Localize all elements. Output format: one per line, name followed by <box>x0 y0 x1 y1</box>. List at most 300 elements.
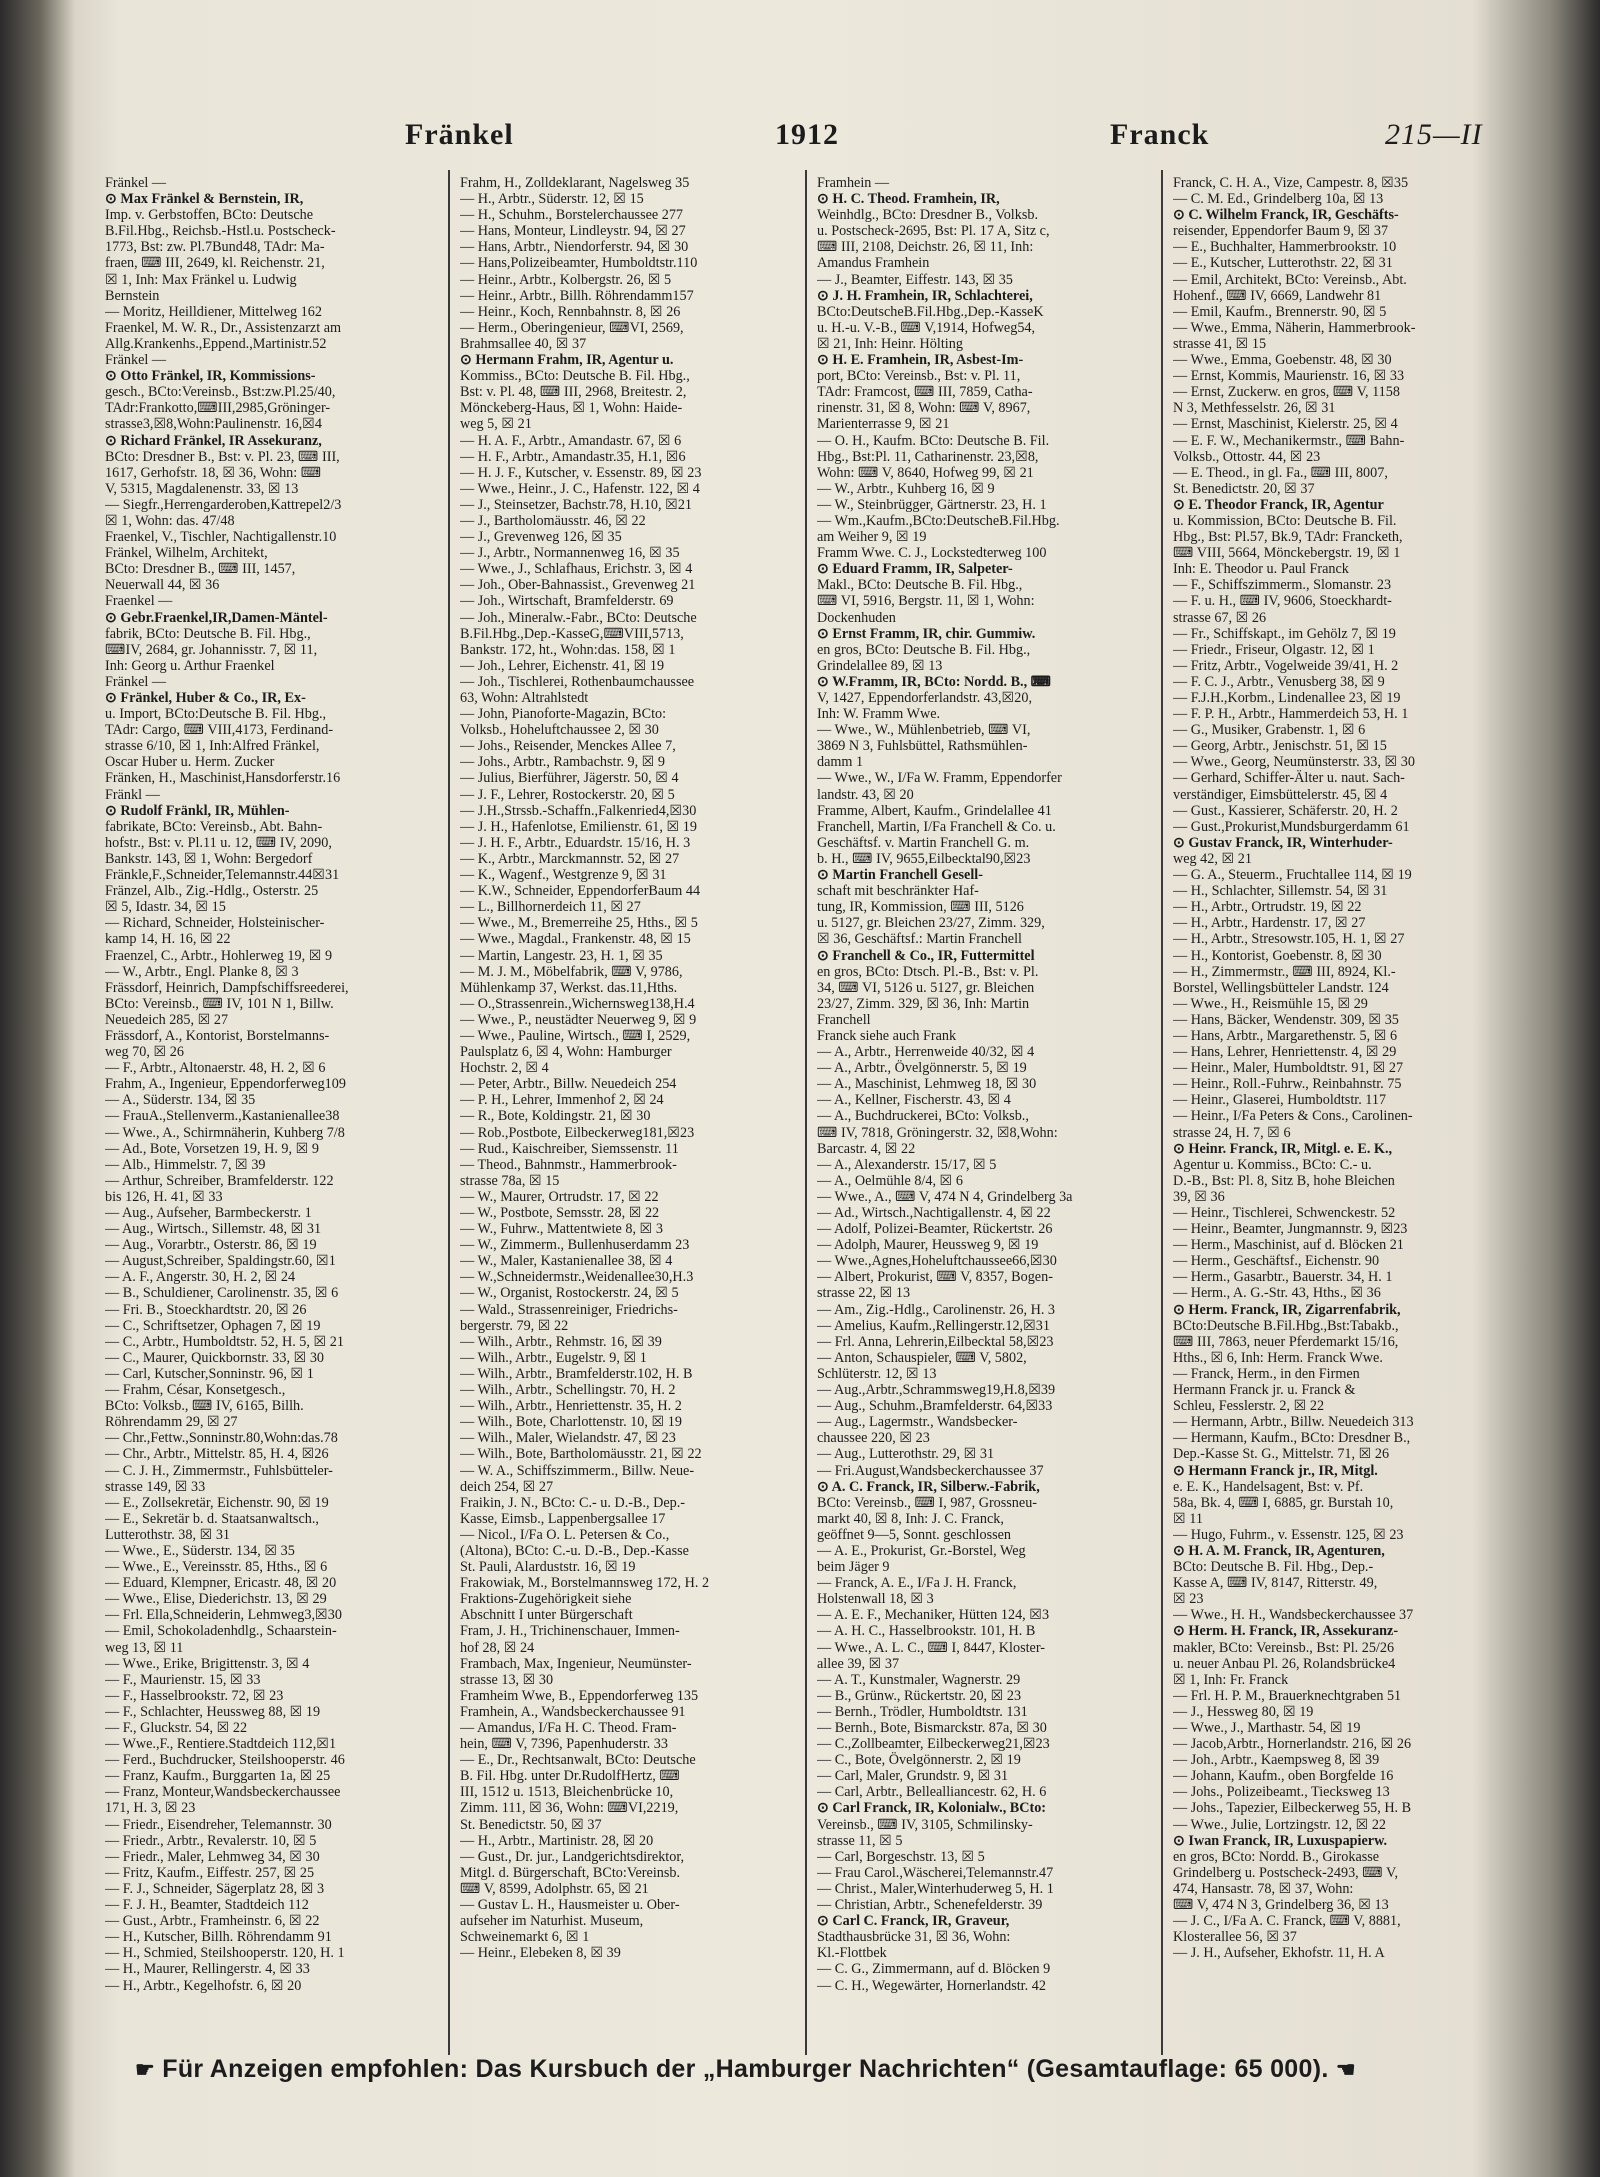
directory-line: weg 13, ☒ 11 <box>105 1639 184 1656</box>
directory-line: — G., Musiker, Grabenstr. 1, ☒ 6 <box>1173 722 1366 739</box>
directory-line: — W. A., Schiffszimmerm., Billw. Neue- <box>460 1462 695 1479</box>
directory-line: — C. J. H., Zimmermstr., Fuhlsbütteler- <box>105 1462 333 1479</box>
directory-line: 39, ☒ 36 <box>1173 1188 1225 1205</box>
directory-line: schaft mit beschränkter Haf- <box>817 883 979 900</box>
directory-line: Fränkel — <box>105 352 167 369</box>
directory-line: Frahm, H., Zolldeklarant, Nagelsweg 35 <box>460 175 690 191</box>
directory-line: — J. H. F., Arbtr., Eduardstr. 15/16, H. 3 <box>460 834 691 851</box>
directory-line: — Wilh., Arbtr., Eugelstr. 9, ☒ 1 <box>460 1349 647 1366</box>
directory-line: 1773, Bst: zw. Pl.7Bund48, TAdr: Ma- <box>105 239 325 256</box>
directory-line: — Wwe., A., Schirmnäherin, Kuhberg 7/8 <box>105 1124 345 1141</box>
pointing-hand-right-icon: ☚ <box>1335 2057 1356 2082</box>
directory-line: B.Fil.Hbg.,Dep.-KasseG,⌨VIII,5713, <box>460 625 684 642</box>
directory-line: Kommiss., BCto: Deutsche B. Fil. Hbg., <box>460 368 690 385</box>
directory-line: — H., Schlachter, Sillemstr. 54, ☒ 31 <box>1173 883 1388 900</box>
directory-line: — Julius, Bierführer, Jägerstr. 50, ☒ 4 <box>460 770 679 787</box>
directory-line: Frahm, A., Ingenieur, Eppendorferweg109 <box>105 1076 346 1093</box>
directory-line: makler, BCto: Vereinsb., Bst: Pl. 25/26 <box>1173 1639 1395 1656</box>
directory-line: — K., Arbtr., Marckmannstr. 52, ☒ 27 <box>460 850 680 867</box>
directory-line: — F., Schlachter, Heussweg 88, ☒ 19 <box>105 1703 321 1720</box>
directory-line: — Carl, Kutscher,Sonninstr. 96, ☒ 1 <box>105 1365 314 1382</box>
directory-line: — Wwe., A. L. C., ⌨ I, 8447, Kloster- <box>817 1639 1045 1656</box>
directory-line: — B., Schuldiener, Carolinenstr. 35, ☒ 6 <box>105 1285 339 1302</box>
directory-line: bergerstr. 79, ☒ 22 <box>460 1317 569 1334</box>
directory-line: BCto: Vereinsb., ⌨ I, 987, Grossneu- <box>817 1494 1038 1511</box>
directory-line: weg 5, ☒ 21 <box>460 416 532 433</box>
directory-line: — Hans,Polizeibeamter, Humboldtstr.110 <box>460 255 698 272</box>
directory-line: fabrik, BCto: Deutsche B. Fil. Hbg., <box>105 625 311 642</box>
directory-line: N 3, Methfesselstr. 26, ☒ 31 <box>1173 400 1336 417</box>
directory-line: — Gerhard, Schiffer-Älter u. naut. Sach- <box>1173 770 1405 787</box>
directory-line: — F. u. H., ⌨ IV, 9606, Stoeckhardt- <box>1173 593 1392 610</box>
directory-line: — Fritz, Arbtr., Vogelweide 39/41, H. 2 <box>1173 657 1399 674</box>
directory-line: TAdr: Framcost, ⌨ III, 7859, Catha- <box>817 384 1033 401</box>
directory-line: en gros, BCto: Dtsch. Pl.-B., Bst: v. Pl. <box>817 963 1039 980</box>
column-2 <box>460 175 790 2055</box>
directory-line: — G. A., Steuerm., Fruchtallee 114, ☒ 19 <box>1173 867 1412 884</box>
directory-line: — Carl, Maler, Grundstr. 9, ☒ 31 <box>817 1768 1009 1785</box>
directory-line: ⊙ A. C. Franck, IR, Silberw.-Fabrik, <box>817 1478 1040 1495</box>
directory-line: hein, ⌨ V, 7396, Papenhuderstr. 33 <box>460 1736 668 1753</box>
directory-line: — H., Schuhm., Borstelerchaussee 277 <box>460 207 684 224</box>
directory-line: geöffnet 9—5, Sonnt. geschlossen <box>817 1526 1012 1543</box>
directory-line: St. Benedictstr. 50, ☒ 37 <box>460 1816 602 1833</box>
directory-line: Bst: v. Pl. 48, ⌨ III, 2968, Breitestr. 2, <box>460 384 687 401</box>
directory-line: ⊙ Heinr. Franck, IR, Mitgl. e. E. K., <box>1173 1140 1393 1157</box>
directory-line: — Friedr., Maler, Lehmweg 34, ☒ 30 <box>105 1848 320 1865</box>
directory-line: — Gustav L. H., Hausmeister u. Ober- <box>460 1897 680 1914</box>
directory-line: Inh: Georg u. Arthur Fraenkel <box>105 657 275 674</box>
directory-line: Fränkle,F.,Schneider,Telemannstr.44☒31 <box>105 867 340 884</box>
directory-line: — H., Arbtr., Ortrudstr. 19, ☒ 22 <box>1173 899 1362 916</box>
page-header <box>105 110 1535 160</box>
directory-line: ⌨ IV, 7818, Gröningerstr. 32, ☒8,Wohn: <box>817 1124 1058 1141</box>
directory-line: — Heinr., Arbtr., Kolbergstr. 26, ☒ 5 <box>460 271 672 288</box>
directory-line: u. H.-u. V.-B., ⌨ V,1914, Hofweg54, <box>817 319 1036 336</box>
directory-line: — Ferd., Buchdrucker, Steilshooperstr. 46 <box>105 1752 345 1769</box>
directory-line: u. Postscheck-2695, Bst: Pl. 17 A, Sitz c, <box>817 223 1050 240</box>
directory-line: TAdr: Cargo, ⌨ VIII,4173, Ferdinand- <box>105 722 334 739</box>
directory-line: — A. T., Kunstmaler, Wagnerstr. 29 <box>817 1671 1021 1688</box>
directory-line: Fraenkel — <box>105 593 173 610</box>
directory-line: St. Pauli, Alarduststr. 16, ☒ 19 <box>460 1559 636 1576</box>
directory-line: — C. H., Wegewärter, Hornerlandstr. 42 <box>817 1977 1046 1994</box>
directory-line: — Rud., Kaischreiber, Siemssenstr. 11 <box>460 1140 679 1157</box>
directory-line: Bankstr. 143, ☒ 1, Wohn: Bergedorf <box>105 850 313 867</box>
directory-line: Marienterrasse 9, ☒ 21 <box>817 416 950 433</box>
directory-line: — W., Postbote, Semsstr. 28, ☒ 22 <box>460 1205 660 1221</box>
directory-line: — Ernst, Maschinist, Kielerstr. 25, ☒ 4 <box>1173 416 1398 433</box>
directory-line: Fränzel, Alb., Zig.-Hdlg., Osterstr. 25 <box>105 883 319 900</box>
directory-line: BCto: Dresdner B., ⌨ III, 1457, <box>105 561 296 578</box>
directory-line: — Johs., Reisender, Menckes Allee 7, <box>460 738 676 755</box>
directory-line: — H., Kutscher, Billh. Röhrendamm 91 <box>105 1929 332 1946</box>
directory-line: Makl., BCto: Deutsche B. Fil. Hbg., <box>817 577 1023 594</box>
header-page-number: 215—II <box>1385 118 1483 151</box>
directory-line: — Adolph, Maurer, Heussweg 9, ☒ 19 <box>817 1237 1039 1254</box>
directory-line: — Bernh., Trödler, Humboldtstr. 131 <box>817 1703 1028 1720</box>
directory-line: — C. G., Zimmermann, auf d. Blöcken 9 <box>817 1961 1051 1978</box>
directory-line: — J. C., I/Fa A. C. Franck, ⌨ V, 8881, <box>1173 1913 1401 1930</box>
directory-line: — Wwe., P., neustädter Neuerweg 9, ☒ 9 <box>460 1011 697 1028</box>
directory-line: — F. P. H., Arbtr., Hammerdeich 53, H. 1 <box>1173 706 1409 723</box>
directory-line: — F. C. J., Arbtr., Venusberg 38, ☒ 9 <box>1173 673 1385 690</box>
directory-line: Kasse, Eimsb., Lappenbergsallee 17 <box>460 1510 666 1527</box>
directory-line: — A., Buchdruckerei, BCto: Volksb., <box>817 1108 1029 1125</box>
directory-line: — Hans, Bäcker, Wendenstr. 309, ☒ 35 <box>1173 1011 1399 1028</box>
directory-line: — Joh., Mineralw.-Fabr., BCto: Deutsche <box>460 609 697 626</box>
directory-line: — Johs., Polizeibeamt., Tiecksweg 13 <box>1173 1784 1390 1801</box>
directory-line: — Nicol., I/Fa O. L. Petersen & Co., <box>460 1526 670 1543</box>
directory-line: — W., Arbtr., Engl. Planke 8, ☒ 3 <box>105 963 299 980</box>
directory-line: — H., Arbtr., Süderstr. 12, ☒ 15 <box>460 191 644 208</box>
directory-line: — Gust., Dr. jur., Landgerichtsdirektor, <box>460 1848 685 1865</box>
directory-line: — Wwe., H. H., Wandsbeckerchaussee 37 <box>1173 1607 1414 1624</box>
directory-line: — K., Wagenf., Westgrenze 9, ☒ 31 <box>460 867 667 884</box>
directory-line: kamp 14, H. 16, ☒ 22 <box>105 931 231 948</box>
directory-line: ☒ 5, Idastr. 34, ☒ 15 <box>105 899 226 916</box>
directory-line: Zimm. 111, ☒ 36, Wohn: ⌨VI,2219, <box>460 1800 679 1817</box>
directory-line: landstr. 43, ☒ 20 <box>817 786 914 803</box>
directory-line: deich 254, ☒ 27 <box>460 1478 554 1495</box>
directory-line: Grindelallee 89, ☒ 13 <box>817 657 943 674</box>
directory-line: ⊙ Franchell & Co., IR, Futtermittel <box>817 947 1035 964</box>
directory-line: — W., Maler, Kastanienallee 38, ☒ 4 <box>460 1253 673 1270</box>
directory-line: — F. J., Schneider, Sägerplatz 28, ☒ 3 <box>105 1880 325 1897</box>
directory-line: — Aug., Lutterothstr. 29, ☒ 31 <box>817 1446 995 1463</box>
directory-line: Bankstr. 172, ht., Wohn:das. 158, ☒ 1 <box>460 641 676 658</box>
directory-line: — Adolf, Polizei-Beamter, Rückertstr. 26 <box>817 1221 1053 1238</box>
directory-line: Fraikin, J. N., BCto: C.- u. D.-B., Dep.- <box>460 1494 686 1511</box>
directory-line: — Ernst, Kommis, Maurienstr. 16, ☒ 33 <box>1173 368 1405 385</box>
directory-line: — Wwe., Magdal., Frankenstr. 48, ☒ 15 <box>460 931 691 948</box>
header-right-keyword: Franck <box>1110 118 1210 151</box>
directory-line: strasse 13, ☒ 30 <box>460 1671 554 1688</box>
directory-line: rinenstr. 31, ☒ 8, Wohn: ⌨ V, 8967, <box>817 400 1031 417</box>
directory-line: ⌨IV, 2684, gr. Johannisstr. 7, ☒ 11, <box>105 641 318 658</box>
directory-line: Borstel, Wellingsbütteler Landstr. 124 <box>1173 979 1389 996</box>
directory-line: — Wwe., E., Süderstr. 134, ☒ 35 <box>105 1542 295 1559</box>
directory-line: — E., Dr., Rechtsanwalt, BCto: Deutsche <box>460 1752 696 1769</box>
directory-line: — Hermann, Arbtr., Billw. Neuedeich 313 <box>1173 1414 1414 1431</box>
directory-line: Wohn: ⌨ V, 8640, Hofweg 99, ☒ 21 <box>817 464 1034 481</box>
directory-line: — J. H., Aufseher, Ekhofstr. 11, H. A <box>1173 1945 1385 1962</box>
directory-line: — Aug., Aufseher, Barmbeckerstr. 1 <box>105 1205 312 1221</box>
directory-line: Hths., ☒ 6, Inh: Herm. Franck Wwe. <box>1173 1349 1383 1366</box>
directory-line: — Hermann, Kaufm., BCto: Dresdner B., <box>1173 1430 1411 1447</box>
directory-line: Schweinemarkt 6, ☒ 1 <box>460 1929 590 1946</box>
directory-line: — Wwe., W., Mühlenbetrieb, ⌨ VI, <box>817 722 1031 739</box>
directory-line: — F., Gluckstr. 54, ☒ 22 <box>105 1720 248 1736</box>
directory-line: port, BCto: Vereinsb., Bst: v. Pl. 11, <box>817 368 1021 385</box>
directory-line: strasse 24, H. 7, ☒ 6 <box>1173 1124 1291 1141</box>
directory-line: gesch., BCto:Vereinsb., Bst:zw.Pl.25/40, <box>105 384 336 401</box>
directory-line: ⊙ C. Wilhelm Franck, IR, Geschäfts- <box>1173 207 1399 224</box>
directory-line: ☒ 36, Geschäftsf.: Martin Franchell <box>817 931 1022 948</box>
directory-line: ⊙ Herm. Franck, IR, Zigarrenfabrik, <box>1173 1301 1401 1318</box>
directory-line: verständiger, Eimsbüttelerstr. 45, ☒ 4 <box>1173 786 1388 803</box>
directory-line: — H., Zimmermstr., ⌨ III, 8924, Kl.- <box>1173 963 1396 980</box>
directory-line: — A. E., Prokurist, Gr.-Borstel, Weg <box>817 1542 1026 1559</box>
directory-line: Schleu, Fesslerstr. 2, ☒ 22 <box>1173 1398 1325 1415</box>
directory-line: Dep.-Kasse St. G., Mittelstr. 71, ☒ 26 <box>1173 1446 1390 1463</box>
directory-line: — Franck, A. E., I/Fa J. H. Franck, <box>817 1575 1017 1592</box>
directory-line: ⌨ VIII, 5664, Mönckebergstr. 19, ☒ 1 <box>1173 545 1401 562</box>
directory-line: — Wwe., Emma, Goebenstr. 48, ☒ 30 <box>1173 352 1392 369</box>
directory-line: — Eduard, Klempner, Ericastr. 48, ☒ 20 <box>105 1575 337 1592</box>
directory-line: — Amelius, Kaufm.,Rellingerstr.12,☒31 <box>817 1317 1050 1334</box>
directory-line: Bernstein <box>105 287 160 304</box>
directory-line: — Aug., Vorarbtr., Osterstr. 86, ☒ 19 <box>105 1237 317 1254</box>
directory-line: Fränkl — <box>105 786 160 803</box>
directory-line: b. H., ⌨ IV, 9655,Eilbecktal90,☒23 <box>817 850 1031 867</box>
directory-line: — A., Arbtr., Övelgönnerstr. 5, ☒ 19 <box>817 1060 1027 1077</box>
directory-line: — Hans, Arbtr., Margarethenstr. 5, ☒ 6 <box>1173 1027 1398 1044</box>
directory-line: — Christ., Maler,Winterhuderweg 5, H. 1 <box>817 1880 1054 1897</box>
directory-line: ⊙ J. H. Framhein, IR, Schlachterei, <box>817 287 1033 304</box>
directory-line: weg 42, ☒ 21 <box>1173 850 1252 867</box>
directory-line: — Franck, Herm., in den Firmen <box>1173 1365 1360 1382</box>
directory-line: Stadthausbrücke 31, ☒ 36, Wohn: <box>817 1929 1011 1946</box>
directory-line: — Johs., Arbtr., Rambachstr. 9, ☒ 9 <box>460 754 666 771</box>
directory-line: Hermann Franck jr. u. Franck & <box>1173 1382 1356 1399</box>
directory-line: — W., Maurer, Ortrudstr. 17, ☒ 22 <box>460 1188 659 1205</box>
directory-line: — Herm., Geschäftsf., Eichenstr. 90 <box>1173 1253 1380 1270</box>
directory-line: — J.H.,Strssb.-Schaffn.,Falkenried4,☒30 <box>460 802 697 819</box>
directory-line: Fraenkel, M. W. R., Dr., Assistenzarzt am <box>105 319 342 336</box>
directory-line: — Joh., Arbtr., Kaempsweg 8, ☒ 39 <box>1173 1752 1380 1769</box>
directory-line: 1617, Gerhofstr. 18, ☒ 36, Wohn: ⌨ <box>105 464 322 481</box>
directory-line: Mühlenkamp 37, Werkst. das.11,Hths. <box>460 979 678 996</box>
directory-line: ⊙ Fränkel, Huber & Co., IR, Ex- <box>105 690 306 706</box>
directory-line: ☒ 1, Inh: Fr. Franck <box>1173 1671 1289 1688</box>
directory-line: strasse 6/10, ☒ 1, Inh:Alfred Fränkel, <box>105 738 320 755</box>
directory-line: — Am., Zig.-Hdlg., Carolinenstr. 26, H. 3 <box>817 1301 1056 1318</box>
directory-line: — John, Pianoforte-Magazin, BCto: <box>460 706 667 723</box>
directory-line: Framme, Albert, Kaufm., Grindelallee 41 <box>817 802 1052 819</box>
directory-line: — Fritz, Kaufm., Eiffestr. 257, ☒ 25 <box>105 1864 315 1881</box>
directory-line: — J., Bartholomäusstr. 46, ☒ 22 <box>460 512 646 529</box>
directory-line: — W., Arbtr., Kuhberg 16, ☒ 9 <box>817 480 995 497</box>
directory-line: Weinhdlg., BCto: Dresdner B., Volksb. <box>817 207 1038 224</box>
directory-line: — Frahm, César, Konsetgesch., <box>105 1382 286 1399</box>
directory-line: Mitgl. d. Bürgerschaft, BCto:Vereinsb. <box>460 1864 681 1881</box>
directory-line: bis 126, H. 41, ☒ 33 <box>105 1188 223 1205</box>
directory-line: — Johann, Kaufm., oben Borgfelde 16 <box>1173 1768 1394 1785</box>
directory-line: — Fri. B., Stoeckhardtstr. 20, ☒ 26 <box>105 1301 307 1318</box>
directory-line: BCto:Deutsche B.Fil.Hbg.,Bst:Tabakb., <box>1173 1317 1399 1334</box>
directory-line: — Emil, Schokoladenhdlg., Schaarstein- <box>105 1623 337 1640</box>
directory-line: — Christian, Arbtr., Schenefelderstr. 39 <box>817 1897 1043 1914</box>
directory-line: Franck siehe auch Frank <box>817 1027 957 1044</box>
directory-line: — C. M. Ed., Grindelberg 10a, ☒ 13 <box>1173 191 1384 208</box>
directory-line: strasse 149, ☒ 33 <box>105 1478 206 1495</box>
column-1 <box>105 175 435 2055</box>
directory-line: — Joh., Wirtschaft, Bramfelderstr. 69 <box>460 593 674 610</box>
directory-line: ⊙ Ernst Framm, IR, chir. Gummiw. <box>817 625 1036 642</box>
directory-line: markt 40, ☒ 8, Inh: J. C. Franck, <box>817 1510 1004 1527</box>
directory-line: — Herm., Maschinist, auf d. Blöcken 21 <box>1173 1237 1404 1254</box>
directory-line: Abschnitt I unter Bürgerschaft <box>460 1607 633 1624</box>
directory-line: beim Jäger 9 <box>817 1559 890 1576</box>
directory-line: — H., Arbtr., Kegelhofstr. 6, ☒ 20 <box>105 1977 302 1994</box>
directory-line: strasse 22, ☒ 13 <box>817 1285 911 1302</box>
directory-line: Allg.Krankenhs.,Eppend.,Martinistr.52 <box>105 335 327 352</box>
directory-line: — J., Grevenweg 126, ☒ 35 <box>460 529 622 546</box>
directory-line: — E., Zollsekretär, Eichenstr. 90, ☒ 19 <box>105 1494 329 1511</box>
directory-line: 58a, Bk. 4, ⌨ I, 6885, gr. Burstah 10, <box>1173 1494 1394 1511</box>
directory-line: — J. H., Hafenlotse, Emilienstr. 61, ☒ 19 <box>460 818 697 835</box>
directory-line: ☒ 23 <box>1173 1591 1204 1608</box>
directory-line: Frässdorf, Heinrich, Dampfschiffsreederei, <box>105 979 349 996</box>
header-left-keyword: Fränkel <box>405 118 514 151</box>
directory-line: — Wilh., Arbtr., Bramfelderstr.102, H. B <box>460 1365 693 1382</box>
column-divider <box>805 170 807 2055</box>
directory-line: — H., Kontorist, Goebenstr. 8, ☒ 30 <box>1173 947 1382 964</box>
directory-line: 171, H. 3, ☒ 23 <box>105 1800 196 1817</box>
directory-line: Franchell, Martin, I/Fa Franchell & Co. u. <box>817 818 1056 835</box>
directory-line: — Frl. Anna, Lehrerin,Eilbecktal 58,☒23 <box>817 1333 1054 1350</box>
directory-line: ⊙ Max Fränkel & Bernstein, IR, <box>105 191 304 208</box>
directory-line: — J., Steinsetzer, Bachstr.78, H.10, ☒21 <box>460 496 693 513</box>
directory-line: — Friedr., Eisendreher, Telemannstr. 30 <box>105 1816 332 1833</box>
directory-line: — Bernh., Bote, Bismarckstr. 87a, ☒ 30 <box>817 1720 1047 1736</box>
directory-line: ⊙ Hermann Franck jr., IR, Mitgl. <box>1173 1462 1378 1479</box>
directory-line: B.Fil.Hbg., Reichsb.-Hstl.u. Postscheck- <box>105 223 336 240</box>
directory-line: — Wwe., H., Reismühle 15, ☒ 29 <box>1173 995 1368 1012</box>
directory-line: — Heinr., Tischlerei, Schwenckestr. 52 <box>1173 1205 1396 1221</box>
directory-line: Fränkel, Wilhelm, Architekt, <box>105 545 268 562</box>
directory-line: Kasse A, ⌨ IV, 8147, Ritterstr. 49, <box>1173 1575 1378 1592</box>
directory-line: — E., Buchhalter, Hammerbrookstr. 10 <box>1173 239 1397 256</box>
directory-line: — Wwe., Julie, Lortzingstr. 12, ☒ 22 <box>1173 1816 1387 1833</box>
directory-line: — Heinr., I/Fa Peters & Cons., Carolinen- <box>1173 1108 1413 1125</box>
directory-line: Lutterothstr. 38, ☒ 31 <box>105 1526 231 1543</box>
column-divider <box>448 170 450 2055</box>
directory-line: — Gust., Kassierer, Schäferstr. 20, H. 2 <box>1173 802 1398 819</box>
directory-line: — F., Schiffszimmerm., Slomanstr. 23 <box>1173 577 1392 594</box>
directory-line: strasse 11, ☒ 5 <box>817 1832 903 1849</box>
directory-line: hof 28, ☒ 24 <box>460 1639 535 1656</box>
directory-line: — J., Hessweg 80, ☒ 19 <box>1173 1703 1314 1720</box>
directory-line: — Gust., Arbtr., Framheinstr. 6, ☒ 22 <box>105 1913 320 1930</box>
directory-line: — Wm.,Kaufm.,BCto:DeutscheB.Fil.Hbg. <box>817 512 1060 529</box>
directory-line: Neuedeich 285, ☒ 27 <box>105 1011 229 1028</box>
directory-line: — Wwe., J., Marthastr. 54, ☒ 19 <box>1173 1720 1361 1736</box>
directory-line: u. neuer Anbau Pl. 26, Rolandsbrücke4 <box>1173 1655 1396 1672</box>
directory-line: — F.J.H.,Korbm., Lindenallee 23, ☒ 19 <box>1173 690 1401 706</box>
directory-line: ⊙ Hermann Frahm, IR, Agentur u. <box>460 352 674 369</box>
directory-line: Hochstr. 2, ☒ 4 <box>460 1060 549 1077</box>
directory-line: BCto: Vereinsb., ⌨ IV, 101 N 1, Billw. <box>105 995 334 1012</box>
directory-line: ⌨ III, 7863, neuer Pferdemarkt 15/16, <box>1173 1333 1399 1350</box>
directory-line: Kl.-Flottbek <box>817 1945 887 1962</box>
directory-line: — Arthur, Schreiber, Bramfelderstr. 122 <box>105 1172 334 1189</box>
directory-line: am Weiher 9, ☒ 19 <box>817 529 927 546</box>
directory-line: — Joh., Ober-Bahnassist., Grevenweg 21 <box>460 577 696 594</box>
column-4 <box>1173 175 1528 2055</box>
directory-line: Holstenwall 18, ☒ 3 <box>817 1591 934 1608</box>
directory-line: — M. J. M., Möbelfabrik, ⌨ V, 9786, <box>460 963 683 980</box>
directory-line: ⊙ Iwan Franck, IR, Luxuspapierw. <box>1173 1832 1388 1849</box>
directory-line: Inh: E. Theodor u. Paul Franck <box>1173 561 1349 578</box>
directory-line: — Wwe., Pauline, Wirtsch., ⌨ I, 2529, <box>460 1027 691 1044</box>
directory-line: — Wilh., Bote, Bartholomäusstr. 21, ☒ 22 <box>460 1446 702 1463</box>
directory-line: — W., Steinbrügger, Gärtnerstr. 23, H. 1 <box>817 496 1047 513</box>
directory-line: ⊙ Eduard Framm, IR, Salpeter- <box>817 561 1013 578</box>
directory-line: Mönckeberg-Haus, ☒ 1, Wohn: Haide- <box>460 400 683 417</box>
directory-line: Framhein, A., Wandsbeckerchaussee 91 <box>460 1703 686 1720</box>
directory-line: — J., Beamter, Eiffestr. 143, ☒ 35 <box>817 271 1013 288</box>
column-3 <box>817 175 1150 2055</box>
directory-line: — Ad., Wirtsch.,Nachtigallenstr. 4, ☒ 22 <box>817 1205 1051 1221</box>
directory-line: Frakowiak, M., Borstelmannsweg 172, H. 2 <box>460 1575 710 1592</box>
directory-line: Framm Wwe. C. J., Lockstedterweg 100 <box>817 545 1047 562</box>
directory-page <box>105 110 1535 2150</box>
directory-line: V, 1427, Eppendorferlandstr. 43,☒20, <box>817 690 1032 706</box>
directory-line: — A., Alexanderstr. 15/17, ☒ 5 <box>817 1156 997 1173</box>
directory-line: — Ad., Bote, Vorsetzen 19, H. 9, ☒ 9 <box>105 1140 319 1157</box>
directory-line: — C., Arbtr., Humboldtstr. 52, H. 5, ☒ 21 <box>105 1333 344 1350</box>
directory-line: 3869 N 3, Fuhlsbüttel, Rathsmühlen- <box>817 738 1028 755</box>
directory-line: 63, Wohn: Altrahlstedt <box>460 690 589 706</box>
directory-line: allee 39, ☒ 37 <box>817 1655 900 1672</box>
directory-line: reisender, Eppendorfer Baum 9, ☒ 37 <box>1173 223 1389 240</box>
directory-line: Fraenzel, C., Arbtr., Hohlerweg 19, ☒ 9 <box>105 947 333 964</box>
directory-line: — Martin, Langestr. 23, H. 1, ☒ 35 <box>460 947 663 964</box>
advertisement-footer <box>135 2055 1515 2095</box>
directory-line: strasse3,☒8,Wohn:Paulinenstr. 16,☒4 <box>105 416 322 433</box>
directory-line: Fränken, H., Maschinist,Hansdorferstr.16 <box>105 770 341 787</box>
directory-line: Hbg., Bst:Pl. 11, Catharinenstr. 23,☒8, <box>817 448 1039 465</box>
directory-line: — Franz, Kaufm., Burggarten 1a, ☒ 25 <box>105 1768 331 1785</box>
directory-line: — H. F., Arbtr., Amandastr.35, H.1, ☒6 <box>460 448 686 465</box>
directory-line: u. Kommission, BCto: Deutsche B. Fil. <box>1173 512 1397 529</box>
directory-line: — Aug., Wirtsch., Sillemstr. 48, ☒ 31 <box>105 1221 322 1238</box>
directory-line: — Albert, Prokurist, ⌨ V, 8357, Bogen- <box>817 1269 1053 1286</box>
header-year: 1912 <box>775 118 839 151</box>
directory-line: Franck, C. H. A., Vize, Campestr. 8, ☒35 <box>1173 175 1409 191</box>
directory-line: — Emil, Architekt, BCto: Vereinsb., Abt. <box>1173 271 1407 288</box>
directory-line: Frässdorf, A., Kontorist, Borstelmanns- <box>105 1027 330 1044</box>
directory-line: ⊙ W.Framm, IR, BCto: Nordd. B., ⌨ <box>817 673 1052 690</box>
directory-line: St. Benedictstr. 20, ☒ 37 <box>1173 480 1315 497</box>
directory-line: — F., Arbtr., Altonaerstr. 48, H. 2, ☒ 6 <box>105 1060 326 1077</box>
directory-line: — O. H., Kaufm. BCto: Deutsche B. Fil. <box>817 432 1050 449</box>
directory-line: Paulsplatz 6, ☒ 4, Wohn: Hamburger <box>460 1044 672 1061</box>
directory-line: hofstr., Bst: v. Pl.11 u. 12, ⌨ IV, 2090, <box>105 834 332 851</box>
directory-line: — P. H., Lehrer, Immenhof 2, ☒ 24 <box>460 1092 664 1109</box>
directory-line: — Wwe., Emma, Näherin, Hammerbrook- <box>1173 319 1416 336</box>
directory-line: ⊙ E. Theodor Franck, IR, Agentur <box>1173 496 1384 513</box>
directory-line: — Siegfr.,Herrengarderoben,Kattrepel2/3 <box>105 496 342 513</box>
directory-line: — A. F., Angerstr. 30, H. 2, ☒ 24 <box>105 1269 296 1286</box>
directory-line: Klosterallee 56, ☒ 37 <box>1173 1929 1297 1946</box>
directory-line: ⌨ V, 8599, Adolphstr. 65, ☒ 21 <box>460 1880 649 1897</box>
footer-text: Für Anzeigen empfohlen: Das Kursbuch der „Hamburger Nachrichten“ (Gesamtauflage: 65 000). <box>162 2055 1329 2083</box>
directory-line: Inh: W. Framm Wwe. <box>817 706 941 723</box>
directory-line: — Joh., Lehrer, Eichenstr. 41, ☒ 19 <box>460 657 665 674</box>
directory-line: — W.,Schneidermstr.,Weidenallee30,H.3 <box>460 1269 694 1286</box>
directory-line: Neuerwall 44, ☒ 36 <box>105 577 220 594</box>
directory-line: — Wilh., Maler, Wielandstr. 47, ☒ 23 <box>460 1430 676 1447</box>
directory-line: — A., Arbtr., Herrenweide 40/32, ☒ 4 <box>817 1044 1035 1061</box>
directory-line: Fraktions-Zugehörigkeit siehe <box>460 1591 632 1608</box>
directory-line: — L., Billhornerdeich 11, ☒ 27 <box>460 899 641 916</box>
directory-line: — Frl. Ella,Schneiderin, Lehmweg3,☒30 <box>105 1607 342 1624</box>
directory-line: — F., Hasselbrookstr. 72, ☒ 23 <box>105 1687 284 1704</box>
directory-line: Grindelberg u. Postscheck-2493, ⌨ V, <box>1173 1864 1398 1881</box>
